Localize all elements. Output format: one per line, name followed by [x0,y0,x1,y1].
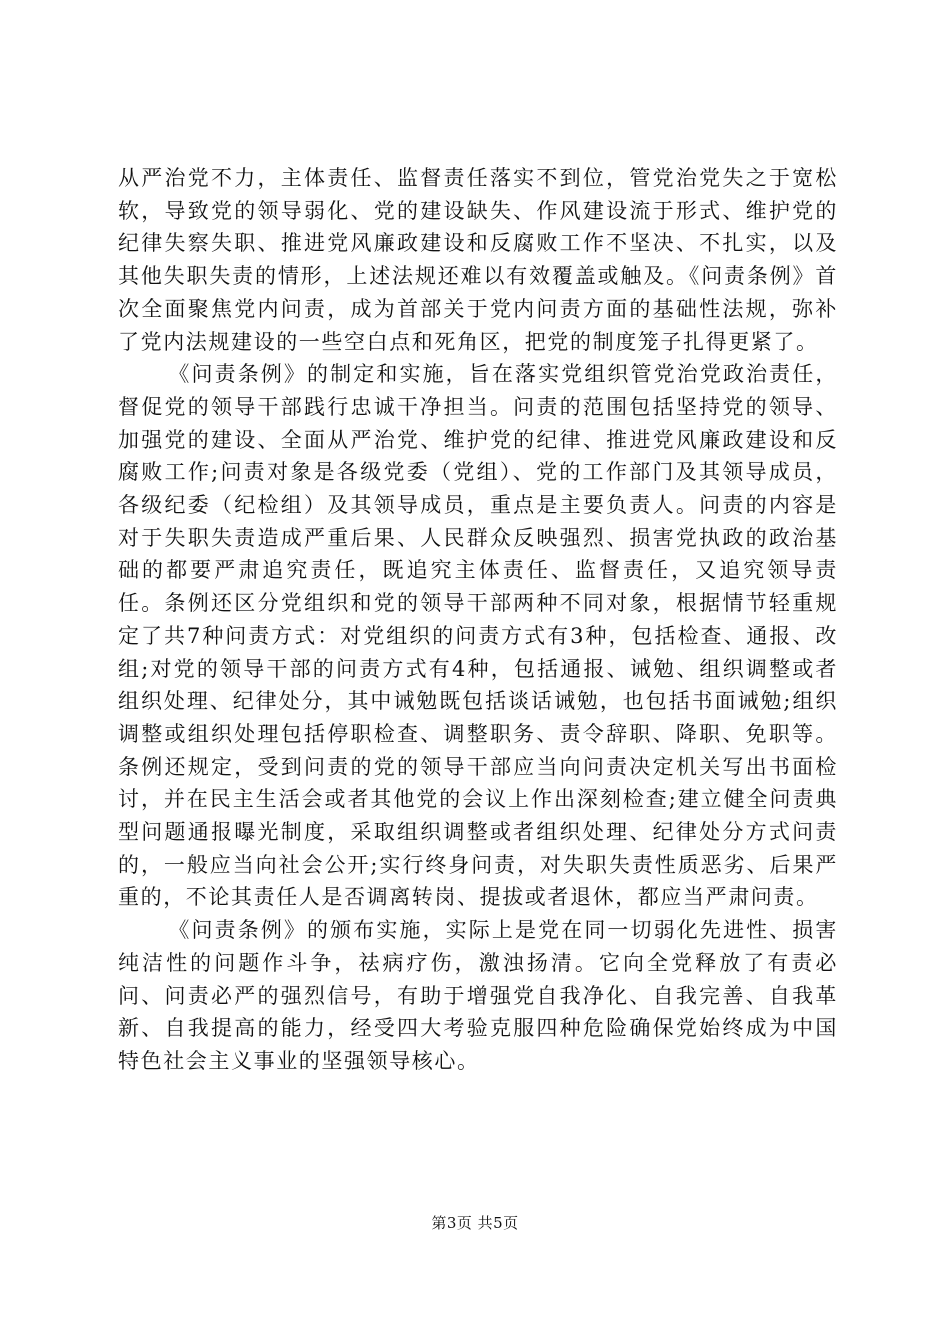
paragraph-formulation: 《问责条例》的制定和实施，旨在落实党组织管党治党政治责任，督促党的领导干部践行忠诚干净担当。问责的范围包括坚持党的领导、加强党的建设、全面从严治党、维护党的纪律、推进党风廉政建设和反腐败工作;问责对象是各级党委（党组）、党的工作部门及其领导成员，各级纪委（纪检组）及其领导成员，重点是主要负责人。问责的内容是对于失职失责造成严重后果、人民群众反映强烈、损害党执政的政治基础的都要严肃追究责任，既追究主体责任、监督责任，又追究领导责任。条例还区分党组织和党的领导干部两种不同对象，根据情节轻重规定了共7种问责方式：对党组织的问责方式有3种，包括检查、通报、改组;对党的领导干部的问责方式有4种，包括通报、诫勉、组织调整或者组织处理、纪律处分，其中诫勉既包括谈话诫勉，也包括书面诫勉;组织调整或组织处理包括停职检查、调整职务、责令辞职、降职、免职等。条例还规定，受到问责的党的领导干部应当向问责决定机关写出书面检讨，并在民主生活会或者其他党的会议上作出深刻检查;建立健全问责典型问题通报曝光制度，采取组织调整或者组织处理、纪律处分方式问责的，一般应当向社会公开;实行终身问责，对失职失责性质恶劣、后果严重的，不论其责任人是否调离转岗、提拔或者退休，都应当严肃问责。 [118,362,838,910]
paragraph-significance: 《问责条例》的颁布实施，实际上是党在同一切弱化先进性、损害纯洁性的问题作斗争，祛病疗伤，激浊扬清。它向全党释放了有责必问、问责必严的强烈信号，有助于增强党自我净化、自我完善、自我革新、自我提高的能力，经受四大考验克服四种危险确保党始终成为中国特色社会主义事业的坚强领导核心。 [118,918,838,1073]
document-body [118,162,838,1078]
paragraph-continuation: 从严治党不力，主体责任、监督责任落实不到位，管党治党失之于宽松软，导致党的领导弱化、党的建设缺失、作风建设流于形式、维护党的纪律失察失职、推进党风廉政建设和反腐败工作不坚决、不扎实，以及其他失职失责的情形，上述法规还难以有效覆盖或触及。《问责条例》首次全面聚焦党内问责，成为首部关于党内问责方面的基础性法规，弥补了党内法规建设的一些空白点和死角区，把党的制度笼子扎得更紧了。 [118,166,838,354]
page-footer: 第3页 共5页 [431,1214,519,1232]
